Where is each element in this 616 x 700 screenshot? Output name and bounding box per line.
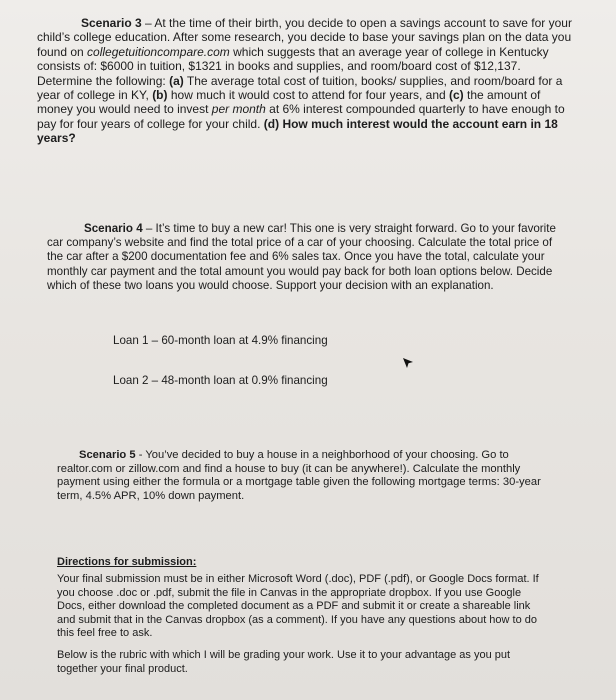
scenario-5-body: Scenario 5 - You’ve decided to buy a house in a neighborhood of your choosing. Go to realtor.com or zillow.com and find a house to buy (it can be anywhere!). Calculate the monthly payment using either the formula or a mortgage table given the following mortgage terms: 30-year term, 4.5% APR, 10% down payment. <box>57 449 541 502</box>
scenario-4-label: Scenario 4 <box>84 222 143 235</box>
mouse-pointer-icon <box>402 357 414 369</box>
submission-directions <box>57 556 547 676</box>
scenario-5-paragraph <box>57 449 547 503</box>
scenario-3-part-d: (d) How much interest would the account earn in 18 years? <box>37 116 558 146</box>
loan-2-option: Loan 2 – 48-month loan at 0.9% financing <box>113 374 328 387</box>
college-site-name: collegetuitioncompare.com <box>87 44 230 59</box>
scenario-4-paragraph <box>47 222 561 293</box>
loan-1-option: Loan 1 – 60-month loan at 4.9% financing <box>113 334 328 347</box>
scenario-3-label: Scenario 3 <box>81 16 142 30</box>
scenario-3-body: Scenario 3 – At the time of their birth, you decide to open a savings account to save for your child’s college education. After some research, you decide to base your savings plan on the data you found on collegetuitioncompare.com which suggests that an average year of college in Kentucky consists of: $6000 in tuition, $1321 in books and supplies, and room/board cost of $12,137. Determine the following: (a) The average total cost of tuition, books/ supplies, and room/board for a year of college in KY, (b) how much it would cost to attend for four years, and (c) the amount of money you would need to invest per month at 6% interest compounded quarterly to have enough to pay for four years of college for your child. (d) How much interest would the account earn in 18 years? <box>37 16 572 146</box>
directions-paragraph-2: Below is the rubric with which I will be grading your work. Use it to your advantage as you put together your final product. <box>57 649 511 675</box>
scenario-5-label: Scenario 5 <box>79 449 136 461</box>
scenario-4-body: Scenario 4 – It’s time to buy a new car! This one is very straight forward. Go to your favorite car company’s website and find the total price of a car of your choosing. Calculate the total price of the car after a $200 documentation fee and 6% sales tax. Once you have the total, calculate your monthly car payment and the total amount you would pay back for both loan options below. Decide which of these two loans you would choose. Support your decision with an explanation. <box>47 222 556 292</box>
scenario-3-paragraph <box>37 16 575 146</box>
directions-heading: Directions for submission: <box>57 556 197 568</box>
directions-paragraph-1: Your final submission must be in either Microsoft Word (.doc), PDF (.pdf), or Google Docs format. If you choose .doc or .pdf, submit the file in Canvas in the appropriate dropbox. If you use Google Docs, either download the completed document as a PDF and submit it or create a shareable link and submit that in the Canvas dropbox (as a comment). If you have any questions about how to do this feel free to ask. <box>57 573 539 640</box>
